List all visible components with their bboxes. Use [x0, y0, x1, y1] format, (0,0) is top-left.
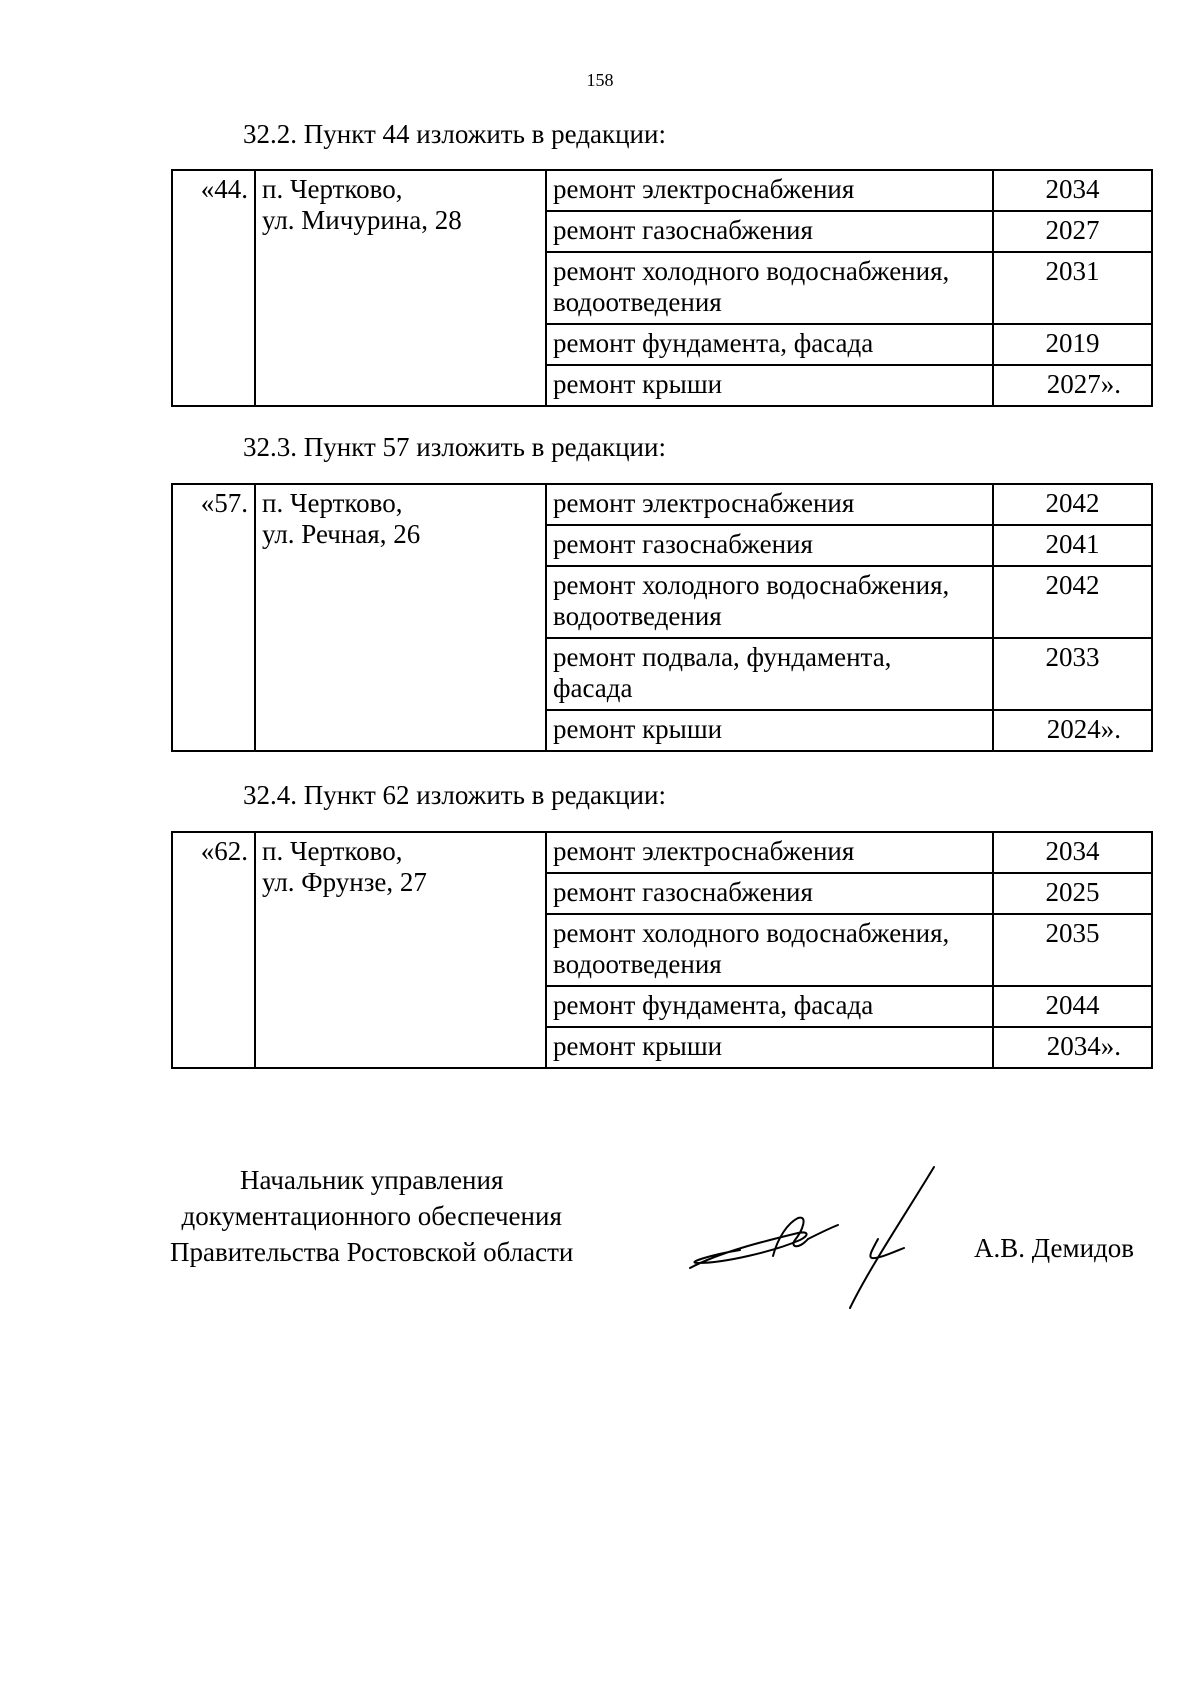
work-cell — [546, 638, 993, 710]
work-cell — [546, 873, 993, 914]
year-cell: 2031 — [993, 252, 1152, 324]
work-cell — [546, 324, 993, 365]
work-line: ремонт крыши — [553, 714, 723, 744]
year-cell: 2033 — [993, 638, 1152, 710]
work-line: ремонт электроснабжения — [553, 174, 855, 204]
work-line: ремонт крыши — [553, 369, 723, 399]
signature-stroke — [850, 1167, 934, 1308]
work-line: ремонт подвала, фундамента, — [553, 642, 892, 672]
work-line: ремонт газоснабжения — [553, 877, 813, 907]
signatory-title-line: Начальник управления — [240, 1165, 504, 1195]
year-cell: 2025 — [993, 873, 1152, 914]
address-line: ул. Речная, 26 — [262, 519, 421, 549]
address-line: п. Чертково, — [262, 836, 403, 866]
year-cell: 2034 — [993, 832, 1152, 873]
work-cell — [546, 170, 993, 211]
address-line: ул. Фрунзе, 27 — [262, 867, 427, 897]
work-line: ремонт холодного водоснабжения, — [553, 256, 950, 286]
signatory-title-line: документационного обеспечения — [181, 1201, 562, 1231]
year-cell: 2034». — [993, 1027, 1152, 1068]
year-cell: 2027». — [993, 365, 1152, 406]
row-number: «57. — [172, 484, 255, 751]
work-cell — [546, 252, 993, 324]
table-row — [172, 832, 1152, 873]
row-number: «44. — [172, 170, 255, 406]
year-cell: 2027 — [993, 211, 1152, 252]
address-cell — [255, 832, 546, 1068]
section-heading: 32.4. Пункт 62 изложить в редакции: — [243, 780, 666, 810]
work-line: ремонт газоснабжения — [553, 215, 813, 245]
amendment-table — [171, 483, 1153, 752]
row-number: «62. — [172, 832, 255, 1068]
address-cell — [255, 170, 546, 406]
year-cell: 2019 — [993, 324, 1152, 365]
work-cell — [546, 211, 993, 252]
work-cell — [546, 365, 993, 406]
work-cell — [546, 710, 993, 751]
year-cell: 2042 — [993, 566, 1152, 638]
work-cell — [546, 484, 993, 525]
work-line: ремонт фундамента, фасада — [553, 990, 874, 1020]
work-cell — [546, 832, 993, 873]
table-row — [172, 170, 1152, 211]
work-line: ремонт электроснабжения — [553, 836, 855, 866]
table-row — [172, 484, 1152, 525]
year-cell: 2034 — [993, 170, 1152, 211]
work-line: водоотведения — [553, 949, 722, 979]
signatory-name: А.В. Демидов — [974, 1233, 1135, 1263]
year-cell: 2041 — [993, 525, 1152, 566]
work-line: водоотведения — [553, 287, 722, 317]
work-cell — [546, 566, 993, 638]
year-cell: 2035 — [993, 914, 1152, 986]
work-line: ремонт крыши — [553, 1031, 723, 1061]
section-heading: 32.2. Пункт 44 изложить в редакции: — [243, 119, 666, 149]
signatory-title-line: Правительства Ростовской области — [170, 1237, 574, 1267]
work-line: ремонт фундамента, фасада — [553, 328, 874, 358]
year-cell: 2024». — [993, 710, 1152, 751]
address-line: п. Чертково, — [262, 488, 403, 518]
work-cell — [546, 986, 993, 1027]
year-cell: 2044 — [993, 986, 1152, 1027]
signature-stroke — [773, 1218, 808, 1256]
work-line: ремонт газоснабжения — [553, 529, 813, 559]
year-cell: 2042 — [993, 484, 1152, 525]
address-line: п. Чертково, — [262, 174, 403, 204]
address-cell — [255, 484, 546, 751]
amendment-table — [171, 831, 1153, 1069]
work-line: фасада — [553, 673, 633, 703]
work-line: водоотведения — [553, 601, 722, 631]
work-cell — [546, 525, 993, 566]
amendment-table — [171, 169, 1153, 407]
section-heading: 32.3. Пункт 57 изложить в редакции: — [243, 432, 666, 462]
page-number: 158 — [586, 70, 614, 90]
work-cell — [546, 914, 993, 986]
work-cell — [546, 1027, 993, 1068]
work-line: ремонт электроснабжения — [553, 488, 855, 518]
work-line: ремонт холодного водоснабжения, — [553, 570, 950, 600]
signature-stroke — [690, 1232, 807, 1268]
signature-stroke — [808, 1225, 838, 1239]
handwritten-signature — [680, 1155, 960, 1315]
address-line: ул. Мичурина, 28 — [262, 205, 462, 235]
signatory-title — [170, 1162, 573, 1270]
work-line: ремонт холодного водоснабжения, — [553, 918, 950, 948]
